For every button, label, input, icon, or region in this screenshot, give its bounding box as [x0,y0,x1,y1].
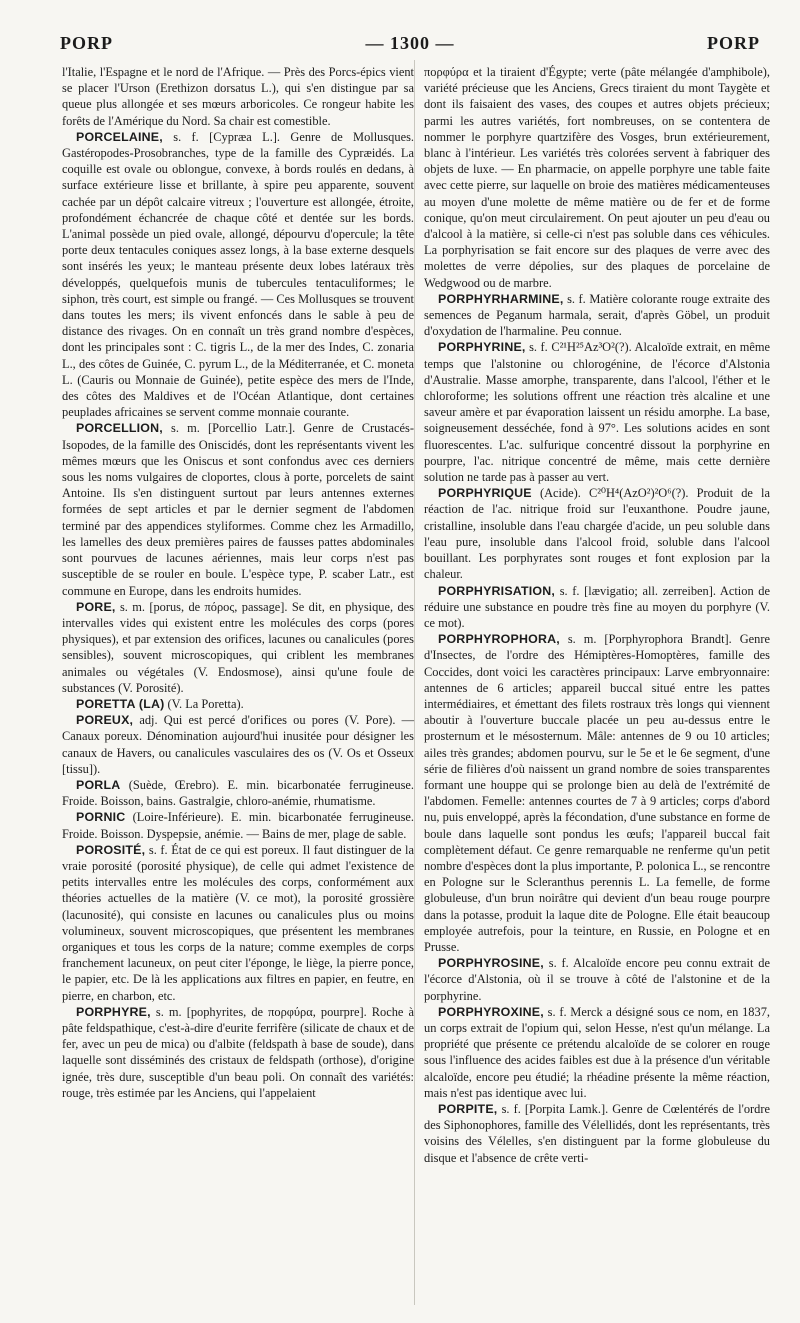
entry-porcelaine [62,129,414,421]
entry-text: (Suède, Œrebro). E. min. bicarbonatée ferrugineuse. Froide. Boisson, bains. Gastralgie, chloro-anémie, rhumatisme. [62,777,414,809]
entry-headword: PORPITE, [438,1102,498,1116]
entry-headword: PORLA [76,777,121,792]
entry-headword: PORPHYROXINE, [438,1004,544,1019]
entry-text: (V. La Poretta). [167,696,244,711]
entry-porphyrosine [424,955,770,1004]
entry-text: s. f. Alcaloïde encore peu connu extrait de l'écorce d'Alstonia, où il se trouve à côté de l'alstonine et de la porphyrine. [424,956,770,1003]
entry-text: s. f. C²¹H²⁵Az³O²(?). Alcaloïde extrait, en même temps que l'alstonine ou chlorogénine, de l'écorce d'Alstonia d'Australie. Masse amorphe, transparente, dans l'alcool, l'éther et le chloroforme; les solutions offrent une réaction très alcaline et une saveur amère et par évaporation laissent un résidu amorphe. La base, soigneusement desséchée, fond à 97°. Les solutions acides en sont fluorescentes. L'ac. sulfurique concentré dissout la porphyrine en pourpre, l'ac. nitrique concentré de même, mais cette dernière solution ne tarde pas à passer au vert. [424,340,770,485]
entry-porphyroxine [424,1004,770,1101]
entry-headword: PORETTA (LA) [76,696,165,711]
running-head-right: PORP [707,32,760,53]
entry-headword: PORPHYRHARMINE, [438,291,564,306]
entry-porpite [424,1101,770,1166]
entry-headword: POROSITÉ, [76,842,146,857]
entry-text: πορφύρα et la tiraient d'Égypte; verte (pâte mélangée d'amphibole), variété précieuse que les Anciens, Grecs tiraient du mont Taygète et dont ils faisaient des vases, des coupes et autres objets précieux; parmi les autres variétés, fort nombreuses, on se contentera de nommer le porphyre quartzifère des Vosges, brun extérieurement, blanc à l'intérieur. Les variétés très colorées servent à fabriquer des objets de luxe. — En pharmacie, on appelle porphyre une table faite avec cette pierre, sur laquelle on broie des matières médicamenteuses au moyen d'une molette de même matière ou de fer et de forme conique, qu'on meut circulairement. On peut ajouter un peu d'eau ou d'alcool à la matière, si celle-ci n'est pas soluble dans ces véhicules. La porphyrisation se fait encore sur des plaques de verre avec des molettes de verre dépolies, sur des plaques de porcelaine de Wedgwood ou de marbre. [424,65,770,290]
entry-text: (Loire-Inférieure). E. min. bicarbonatée ferrugineuse. Froide. Boisson. Dyspepsie, anémie. — Bains de mer, plage de sable. [62,810,414,841]
entry-porphyrharmine [424,291,770,340]
entry-porphyrophora [424,631,770,955]
entry-text: s. m. [porus, de πόρος, passage]. Se dit, en physique, des intervalles vides qui existent entre les molécules des corps (pores physiques), et par extension des orifices, lacunes ou canalicules (pores sensibles), souvent microscopiques, qui criblent les membranes animales ou végétales (V. Endosmose), ainsi qu'une foule de substances (V. Porosité). [62,599,414,695]
left-column [62,64,414,1101]
page-number: — 1300 — [365,32,455,53]
right-column [424,64,770,1166]
entry-headword: PORPHYROSINE, [438,956,544,971]
entry-pornic [62,809,414,841]
entry-text: s. m. [pophyrites, de πορφύρα, pourpre]. Roche à pâte feldspathique, c'est-à-dire d'eurite ferrifère (silicate de chaux et de fer, avec un peu de mica) ou d'albite (feldspath à base de soude), dans laquelle sont disséminés des cristaux de feldspath (orthose), d'origine ignée, très dure, susceptible d'un beau poli. On connaît des variétés: rouge, très estimée par les Anciens, qui l'appelaient [62,1004,414,1100]
entry-headword: PORNIC [76,810,126,825]
entry-headword: PORPHYRINE, [438,340,526,355]
entry-text: s. f. [lævigatio; all. zerreiben]. Action de réduire une substance en poudre très fine au moyen du porphyre (V. ce mot). [424,583,770,630]
entry-porphyrine [424,339,770,485]
entry-text: s. f. Matière colorante rouge extraite des semences de Peganum harmala, serait, d'après Göbel, un produit d'oxydation de l'harmaline. Peu connue. [424,291,770,339]
entry-poreux [62,712,414,777]
entry-headword: POREUX, [76,713,134,728]
entry-porcellion [62,420,414,598]
page-header [60,30,760,56]
entry-porphyre [62,1004,414,1101]
entry-text: s. m. [Porcellio Latr.]. Genre de Crustacés-Isopodes, de la famille des Oniscidés, dont les représentants vivent les mêmes mœurs que les Oniscus et sont confondus avec ces derniers sous les noms vulgaires de cloportes, clous à porte, porcelets de saint Antoine. Ils s'en distinguent surtout par leurs antennes externes formées de sept articles et par le dernier segment de l'abdomen terminé par des appendices styliformes. Comme chez les Armadillo, les lamelles des deux premières paires de fausses pattes abdominales sont pourvues de lacunes aériennes, mais leur corps n'est pas susceptible de se rouler en boule. L'espèce type, P. scaber Latr., est commune en Europe, dans les endroits humides. [62,421,414,598]
entry-text: l'Italie, l'Espagne et le nord de l'Afrique. — Près des Porcs-épics vient se placer l'Urson (Erethizon dorsatus L.), qui s'en distingue par sa queue plus allongée et ses mœurs arboricoles. Ce rongeur habite les forêts de l'Amérique du Nord. Sa chair est comestible. [62,65,414,128]
entry-porphyrique [424,485,770,582]
entry-headword: PORPHYRE, [76,1004,151,1019]
entry-continuation-right [424,64,770,291]
entry-text: s. f. [Porpita Lamk.]. Genre de Cœlentérés de l'ordre des Siphonophores, famille des Vélellidés, dont les représentants, très voisins des Vélelles, s'en distinguent par la forme globuleuse du disque et l'absence de crête verti- [424,1102,770,1165]
entry-text: s. f. Merck a désigné sous ce nom, en 1837, un corps extrait de l'opium qui, selon Hesse, n'est qu'un mélange. La propriété que présente ce prétendu alcaloïde de se colorer en rouge sous l'influence des acides faibles est due à la présence d'un véritable alcaloïde, encore peu étudié; la rhéadine présente la même réaction, mais n'est pas identique avec lui. [424,1004,770,1100]
entry-pore [62,599,414,696]
entry-headword: PORCELAINE, [76,129,163,144]
entry-headword: PORPHYROPHORA, [438,632,560,647]
entry-text: adj. Qui est percé d'orifices ou pores (V. Pore). — Canaux poreux. Dénomination aujourd'hui inusitée pour désigner les canaux de Havers, ou canalicules vasculaires des os (V. Os et Osseux [tissu]). [62,713,414,776]
entry-porla [62,777,414,809]
entry-headword: PORCELLION, [76,421,163,436]
entry-poretta [62,696,414,712]
entry-headword: PORE, [76,599,116,614]
column-divider [414,60,415,1305]
running-head-left: PORP [60,32,113,53]
entry-porosite [62,842,414,1004]
entry-headword: PORPHYRIQUE [438,486,532,501]
entry-text: s. f. État de ce qui est poreux. Il faut distinguer de la vraie porosité (porosité physique), de celle qui admet l'existence de petits intervalles entre les molécules des corps, conformément aux théories actuelles de la matière (V. ce mot), la porosité grossière (lacunosité), qui consiste en lacunes ou canalicules plus ou moins volumineux, souvent microscopiques, que présentent les membranes organiques et tous les corps de la nature; comme exemples de corps franchement lacuneux, on peut citer l'éponge, le liège, la pierre ponce, le papier, etc. De là les applications aux filtres en papier, en feutre, en pierre, en charbon, etc. [62,842,414,1003]
entry-text: s. f. [Cypræa L.]. Genre de Mollusques. Gastéropodes-Prosobranches, type de la famille des Cypræidés. La coquille est ovale ou oblongue, convexe, à bords roulés en dedans, à surface extérieure lisse et brillante, à spire peu apparente, souvent cachée par un dépôt calcaire vitreux ; l'ouverture est allongée, étroite, profondément échancrée de chaque côté et dentée sur les bords. L'animal possède un pied ovale, allongé, dépourvu d'opercule; la tête porte deux tentacules coniques assez longs, à la base externe desquels sont insérés les yeux; le manteau présente deux lobes latéraux très développés, quelquefois munis de tubercules tentaculiformes; le siphon, très court, est simple ou frangé. — Ces Mollusques se trouvent dans toutes les mers; ils vivent enfoncés dans le sable à peu de distance des rivages. On en connaît un très grand nombre d'espèces, dont les principales sont : C. tigris L., de la mer des Indes, C. zonaria L., des côtes de Guinée, C. pyrum L., de la Méditerranée, et C. moneta L. (Cauris ou Monnaie de Guinée), petite espèce des mers de l'Inde, des côtes des Maldives et de l'Océan Atlantique, dont certaines peuplades africaines se servent comme monnaie courante. [62,129,414,420]
entry-porphyrisation [424,583,770,632]
entry-headword: PORPHYRISATION, [438,583,556,598]
entry-continuation-left [62,64,414,129]
entry-text: (Acide). C²⁰H⁴(AzO²)²O⁶(?). Produit de la réaction de l'ac. nitrique froid sur l'euxanthone. Poudre jaune, cristalline, insoluble dans l'eau chargée d'acide, un peu soluble dans l'eau pure, insoluble dans l'alcool froid, soluble dans l'alcool bouillant. Les porphyrates sont rouges et font explosion par la chaleur. [424,486,770,582]
entry-text: s. m. [Porphyrophora Brandt]. Genre d'Insectes, de l'ordre des Hémiptères-Homoptères, famille des Coccides, dont voici les caractères principaux: Larve embryonnaire: antennes de 6 articles; appareil buccal situé entre les pattes intermédiaires, et émettant des filets rostraux très longs qui viennent aboutir à l'ouverture buccale placée un peu au-dessus entre le prosternum et le mésosternum. Mâle: antennes de 9 ou 10 articles; ailes très grandes; abdomen pourvu, sur le 5e et le 6e segment, d'une série de filières d'où naissent un grand nombre de soies transparentes formant une houppe qui se prolonge bien au delà de l'extrémité de l'abdomen. Femelle: antennes courtes de 7 à 9 articles; corps d'abord nu, puis enveloppé, après la fécondation, d'une substance en forme de boule dans laquelle sont pondus les œufs; l'appareil buccal fait complètement défaut. Ce genre remarquable ne renferme qu'un petit nombre d'espèces dont la plus importante, P. polonica L., se rencontre en Pologne sur le Scleranthus perennis L. La femelle, de forme globuleuse, d'un brun noirâtre qui devient d'un beau rouge pourpre dans la potasse, produit la laque dite de Pologne. Elle était beaucoup employée autrefois, pour la teinture, en Russie, en Pologne et en Prusse. [424,632,770,954]
